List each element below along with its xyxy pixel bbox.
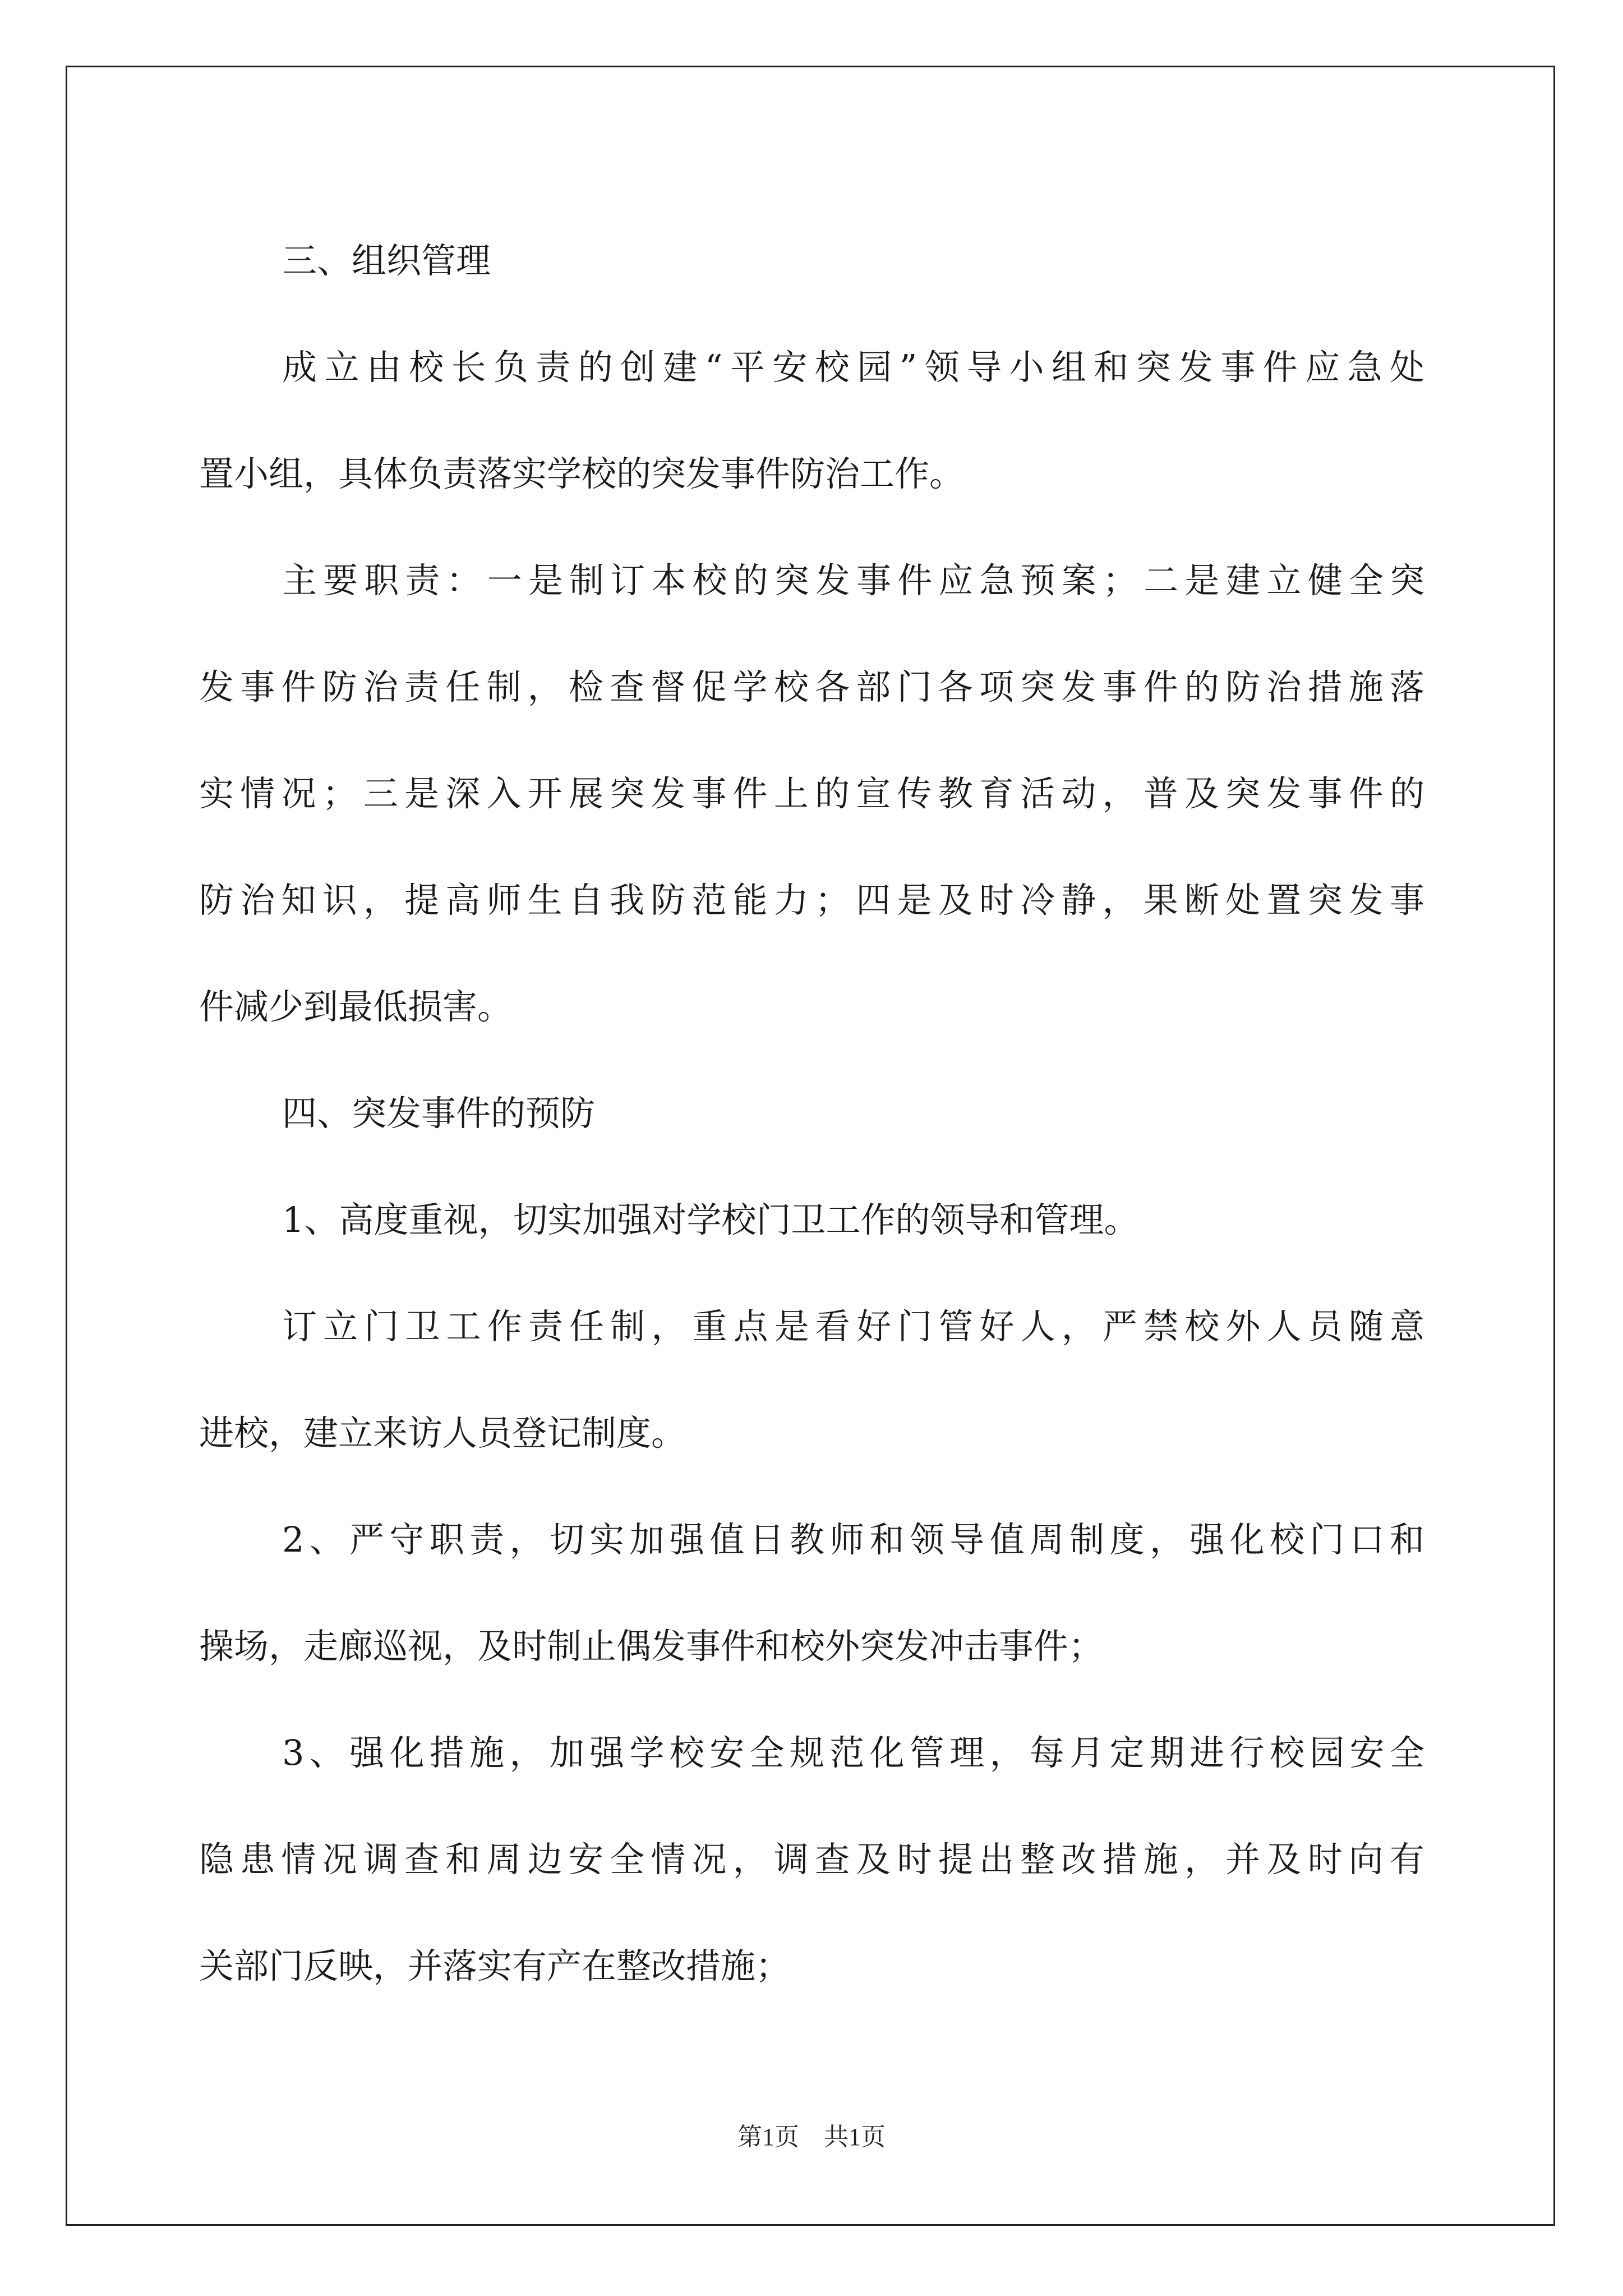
list-item-line: 2、严守职责，切实加强值日教师和领导值周制度，强化校门口和: [282, 1519, 1424, 1560]
list-item-line: 3、强化措施，加强学校安全规范化管理，每月定期进行校园安全: [282, 1732, 1424, 1773]
paragraph-line: 订立门卫工作责任制，重点是看好门管好人，严禁校外人员随意: [282, 1306, 1424, 1347]
section-heading: 三、组织管理: [282, 240, 491, 281]
list-item-line: 关部门反映，并落实有产在整改措施；: [199, 1945, 791, 1986]
list-item-line: 隐患情况调查和周边安全情况，调查及时提出整改措施，并及时向有: [199, 1839, 1424, 1880]
section-heading: 四、突发事件的预防: [282, 1093, 596, 1134]
list-item-line: 操场，走廊巡视，及时制止偶发事件和校外突发冲击事件；: [199, 1626, 1104, 1667]
paragraph-line: 实情况；三是深入开展突发事件上的宣传教育活动，普及突发事件的: [199, 773, 1424, 814]
paragraph-line: 件减少到最低损害。: [199, 986, 513, 1027]
paragraph-line: 置小组，具体负责落实学校的突发事件防治工作。: [199, 453, 965, 494]
paragraph-line: 发事件防治责任制，检查督促学校各部门各项突发事件的防治措施落: [199, 666, 1424, 707]
paragraph-line: 成立由校长负责的创建“平安校园”领导小组和突发事件应急处: [282, 347, 1424, 388]
page-number: 第1页 共1页: [737, 2123, 886, 2151]
document-body: [199, 208, 1424, 2019]
paragraph-line: 主要职责：一是制订本校的突发事件应急预案；二是建立健全突: [282, 560, 1424, 601]
paragraph-line: 防治知识，提高师生自我防范能力；四是及时冷静，果断处置突发事: [199, 880, 1424, 921]
list-item-line: 1、高度重视，切实加强对学校门卫工作的领导和管理。: [282, 1199, 1139, 1240]
paragraph-line: 进校，建立来访人员登记制度。: [199, 1412, 686, 1453]
